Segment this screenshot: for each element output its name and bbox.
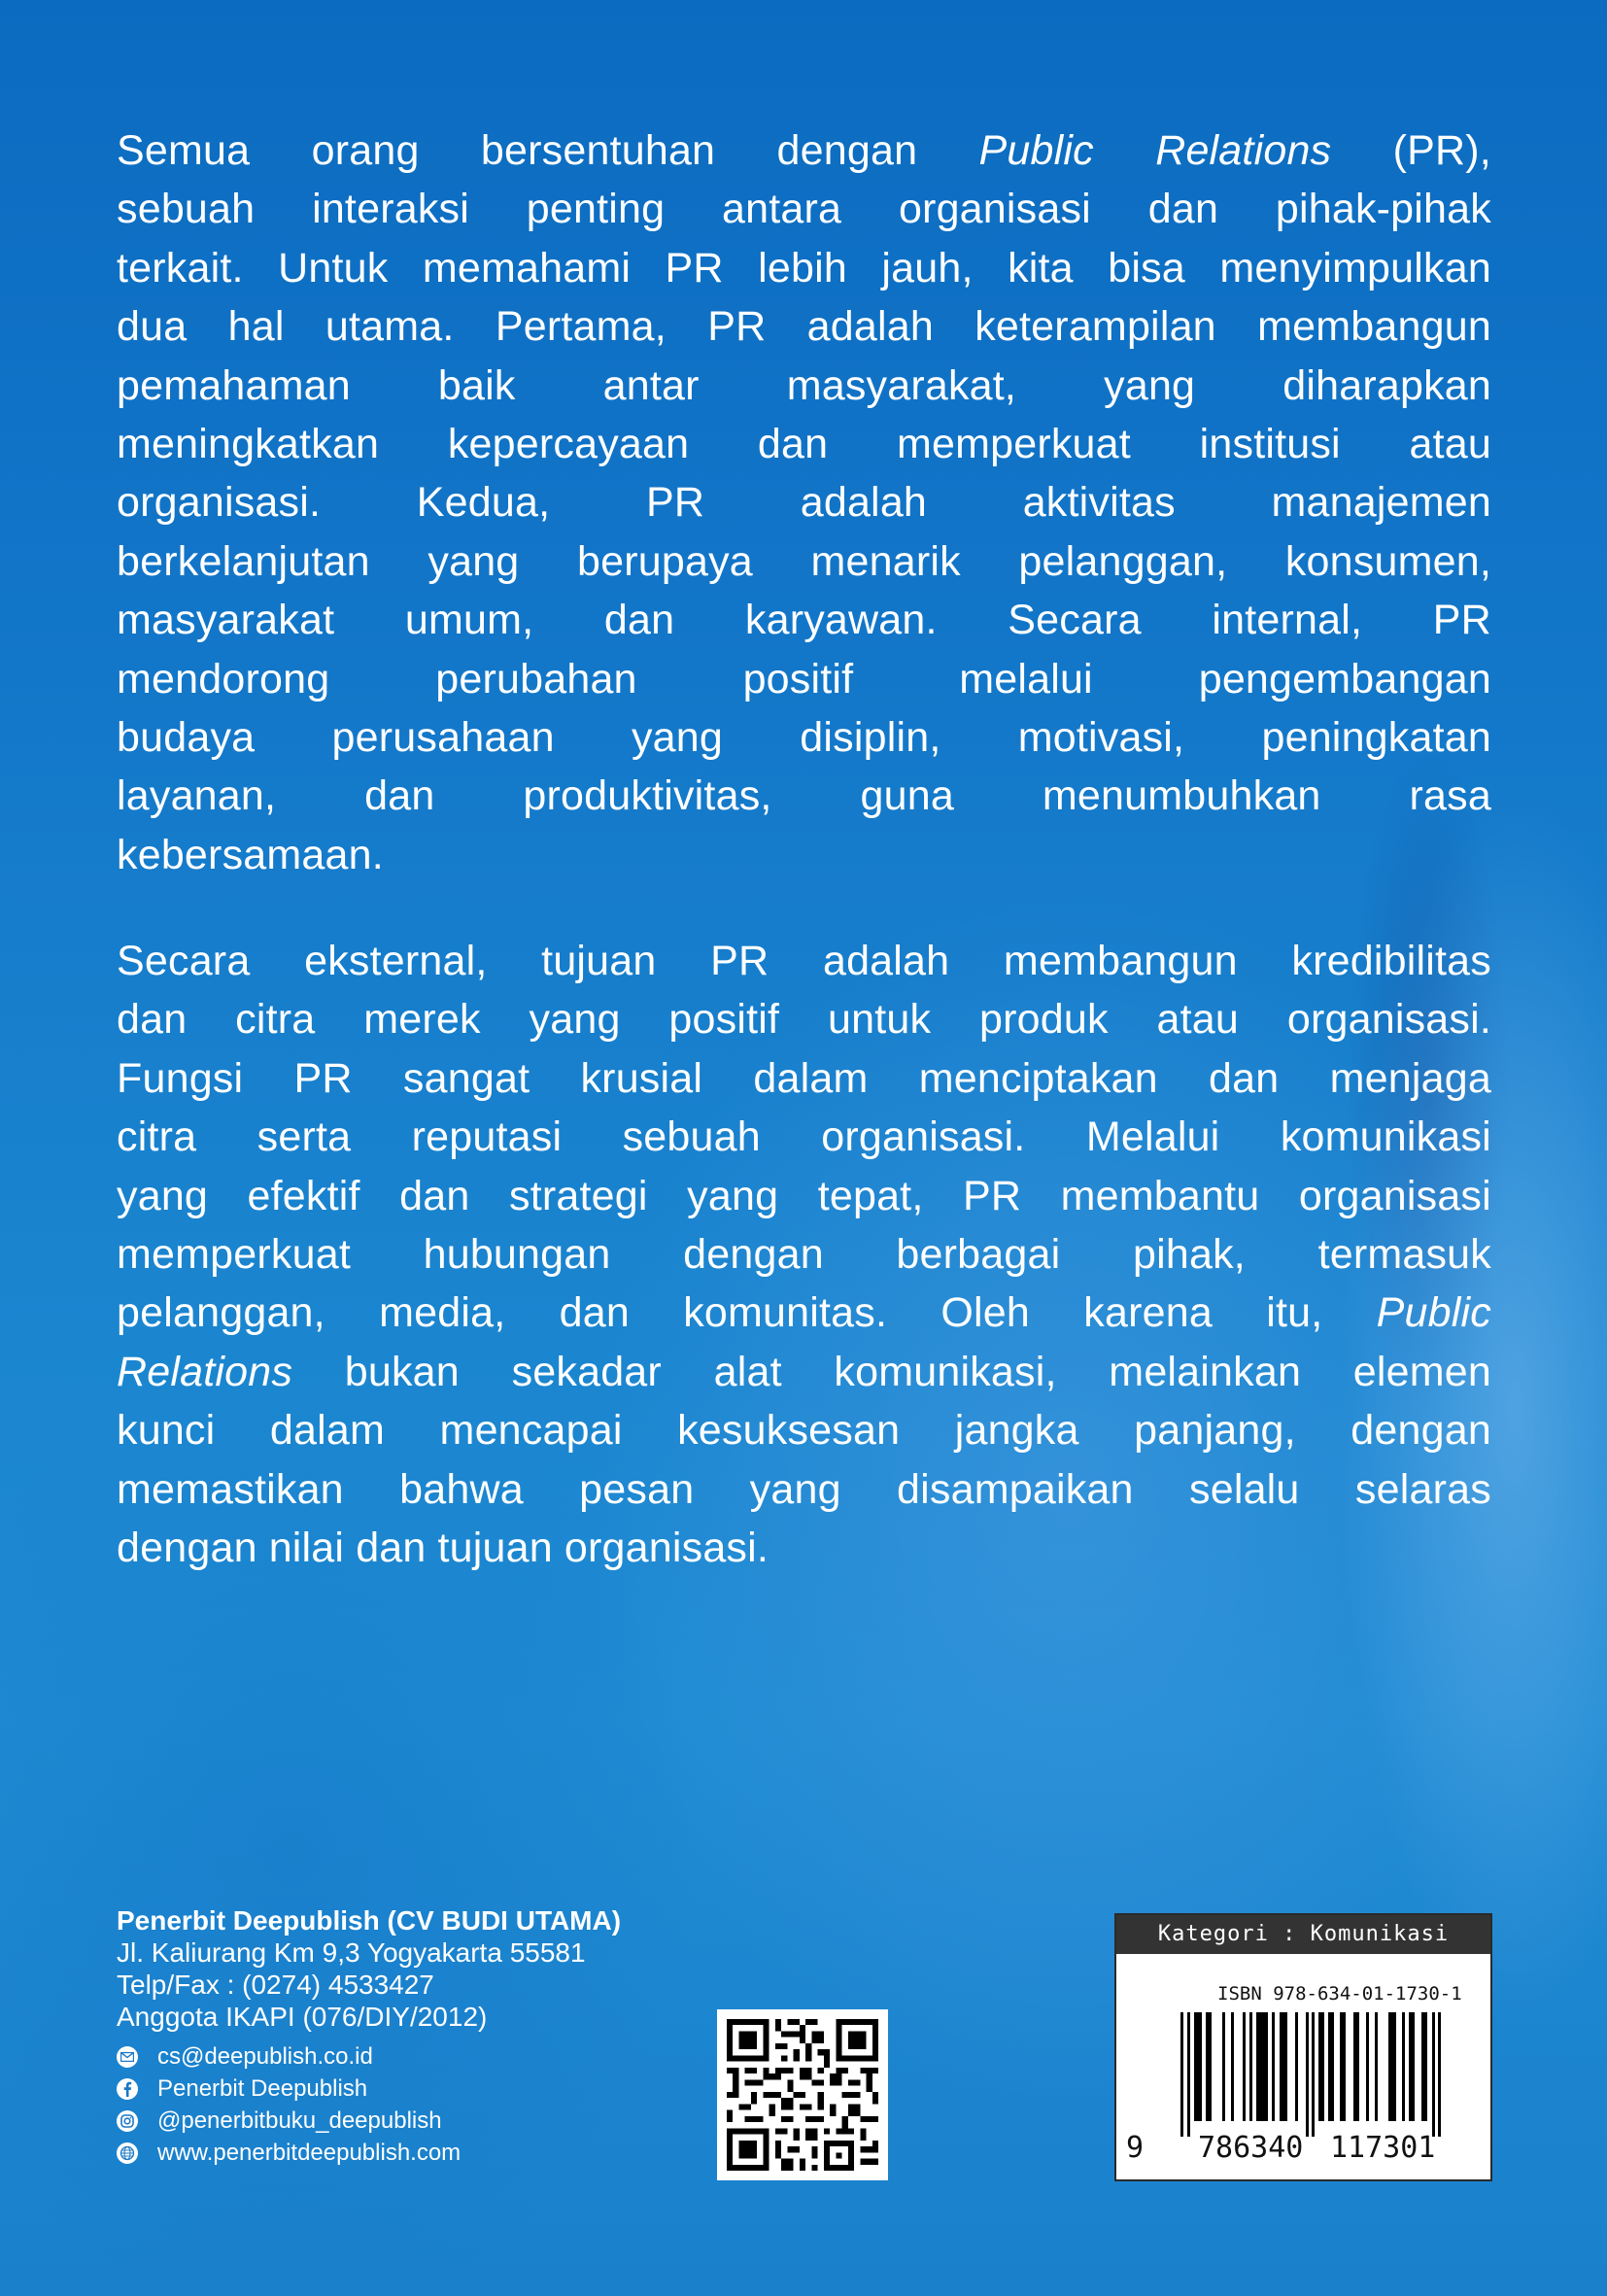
word: tepat, bbox=[817, 1172, 924, 1219]
word: yang bbox=[687, 1172, 779, 1219]
word: jauh, bbox=[881, 244, 974, 291]
word: itu, bbox=[1266, 1289, 1323, 1337]
word: Public bbox=[978, 127, 1094, 174]
blurb-paragraph-1 bbox=[117, 121, 1491, 884]
word: meningkatkan bbox=[117, 420, 380, 467]
word: aktivitas bbox=[1022, 479, 1176, 527]
contact-instagram-text[interactable]: @penerbitbuku_deepublish bbox=[157, 2107, 442, 2134]
word: efektif bbox=[247, 1172, 360, 1219]
word: yang bbox=[749, 1465, 841, 1513]
word: media, bbox=[379, 1289, 506, 1337]
category-label: Kategori : Komunikasi bbox=[1116, 1915, 1490, 1954]
word: pihak, bbox=[1133, 1230, 1246, 1278]
word: menyimpulkan bbox=[1219, 244, 1491, 291]
word: diharapkan bbox=[1282, 361, 1491, 409]
word: dalam bbox=[753, 1054, 869, 1102]
word: masyarakat bbox=[117, 597, 335, 644]
facebook-icon bbox=[117, 2078, 138, 2100]
word: alat bbox=[713, 1348, 782, 1395]
word: kesuksesan bbox=[677, 1407, 901, 1455]
word: PR bbox=[645, 479, 705, 527]
word: membangun bbox=[1257, 303, 1491, 351]
word: nilai bbox=[268, 1524, 345, 1571]
word: guna bbox=[860, 772, 954, 820]
word: kebersamaan. bbox=[117, 831, 384, 878]
word: komunikasi, bbox=[834, 1348, 1057, 1395]
word: Fungsi bbox=[117, 1054, 244, 1102]
word: pengembangan bbox=[1198, 655, 1491, 703]
word: karyawan. bbox=[744, 597, 938, 644]
text-line bbox=[117, 767, 1491, 825]
word: Melalui bbox=[1085, 1114, 1220, 1161]
word: disiplin, bbox=[800, 713, 941, 761]
publisher-info bbox=[117, 1904, 621, 2169]
word: menarik bbox=[810, 537, 961, 585]
text-line bbox=[117, 121, 1491, 180]
word: masyarakat, bbox=[786, 361, 1017, 409]
word: dan bbox=[399, 1172, 470, 1219]
word: antar bbox=[602, 361, 700, 409]
word: interaksi bbox=[312, 186, 469, 233]
word: komunikasi bbox=[1280, 1114, 1491, 1161]
barcode-digits-left: 786340 bbox=[1198, 2131, 1304, 2165]
word: PR bbox=[665, 244, 724, 291]
word: internal, bbox=[1212, 597, 1363, 644]
text-line bbox=[117, 650, 1491, 708]
word: produktivitas, bbox=[523, 772, 772, 820]
word: perusahaan bbox=[331, 713, 555, 761]
word: dan bbox=[559, 1289, 630, 1337]
word: pelanggan, bbox=[117, 1289, 325, 1337]
contact-website-text[interactable]: www.penerbitdeepublish.com bbox=[157, 2139, 462, 2166]
contact-facebook-text[interactable]: Penerbit Deepublish bbox=[157, 2074, 368, 2102]
word: keterampilan bbox=[974, 303, 1216, 351]
word: perubahan bbox=[435, 655, 637, 703]
word: pemahaman bbox=[117, 361, 351, 409]
word: panjang, bbox=[1134, 1407, 1296, 1455]
word: citra bbox=[117, 1114, 197, 1161]
contact-facebook[interactable] bbox=[117, 2073, 621, 2105]
word: sangat bbox=[402, 1054, 530, 1102]
word: kita bbox=[1008, 244, 1074, 291]
word: dan bbox=[117, 996, 188, 1044]
word: organisasi. bbox=[1286, 996, 1491, 1044]
word: untuk bbox=[827, 996, 932, 1044]
word: PR bbox=[707, 303, 767, 351]
word: Semua bbox=[117, 127, 251, 174]
word: dan bbox=[1209, 1054, 1280, 1102]
contact-list bbox=[117, 2040, 621, 2169]
word: menciptakan bbox=[918, 1054, 1158, 1102]
word: adalah bbox=[800, 479, 928, 527]
word: sekadar bbox=[511, 1348, 662, 1395]
word: (PR), bbox=[1392, 127, 1491, 174]
text-line bbox=[117, 1225, 1491, 1284]
word: PR bbox=[1432, 597, 1491, 644]
isbn-text: ISBN 978-634-01-1730-1 bbox=[1217, 1983, 1462, 2005]
word: sebuah bbox=[117, 186, 256, 233]
word: komunitas. bbox=[683, 1289, 888, 1337]
word: adalah bbox=[822, 938, 950, 984]
word: membantu bbox=[1060, 1172, 1260, 1219]
word: selalu bbox=[1189, 1465, 1300, 1513]
text-line bbox=[117, 1167, 1491, 1225]
word: lebih bbox=[758, 244, 847, 291]
word: dan bbox=[364, 772, 435, 820]
word: produk bbox=[979, 996, 1109, 1044]
email-icon bbox=[117, 2046, 138, 2068]
word: baik bbox=[437, 361, 516, 409]
globe-icon bbox=[117, 2142, 138, 2164]
word: pesan bbox=[579, 1465, 695, 1513]
word: dua bbox=[117, 303, 188, 351]
barcode-digits-right: 117301 bbox=[1330, 2131, 1436, 2165]
word: elemen bbox=[1352, 1348, 1491, 1395]
word: motivasi, bbox=[1017, 713, 1185, 761]
word: kredibilitas bbox=[1291, 938, 1491, 984]
word: PR bbox=[962, 1172, 1022, 1219]
word: Secara bbox=[117, 938, 251, 984]
text-line bbox=[117, 239, 1491, 297]
word: melainkan bbox=[1109, 1348, 1302, 1395]
word: dengan bbox=[683, 1230, 824, 1278]
word: menumbuhkan bbox=[1042, 772, 1321, 820]
word: mencapai bbox=[439, 1407, 623, 1455]
word: dan bbox=[757, 420, 829, 467]
word: institusi bbox=[1199, 420, 1341, 467]
word: karena bbox=[1083, 1289, 1213, 1337]
qr-code-pattern bbox=[727, 2019, 878, 2171]
text-line bbox=[117, 180, 1491, 238]
word: pihak-pihak bbox=[1275, 186, 1491, 233]
word: kepercayaan bbox=[447, 420, 690, 467]
word: dengan bbox=[117, 1524, 257, 1571]
text-line bbox=[117, 473, 1491, 531]
text-line bbox=[117, 532, 1491, 591]
word: Oleh bbox=[940, 1289, 1031, 1337]
isbn-barcode-box bbox=[1114, 1913, 1492, 2181]
word: jangka bbox=[954, 1407, 1079, 1455]
word: hubungan bbox=[423, 1230, 611, 1278]
word: positif bbox=[668, 996, 780, 1044]
word: PR bbox=[293, 1054, 353, 1102]
publisher-name: Penerbit Deepublish (CV BUDI UTAMA) bbox=[117, 1905, 622, 1936]
word: memastikan bbox=[117, 1465, 344, 1513]
word: yang bbox=[117, 1172, 209, 1219]
word: positif bbox=[742, 655, 854, 703]
word: merek bbox=[363, 996, 481, 1044]
word: citra bbox=[235, 996, 316, 1044]
publisher-phone: Telp/Fax : (0274) 4533427 bbox=[117, 1970, 434, 2000]
text-line bbox=[117, 1284, 1491, 1342]
publisher-membership: Anggota IKAPI (076/DIY/2012) bbox=[117, 2002, 488, 2032]
word: dan bbox=[603, 597, 675, 644]
word: bersentuhan bbox=[480, 127, 716, 174]
word: melalui bbox=[959, 655, 1093, 703]
word: dalam bbox=[269, 1407, 386, 1455]
word: bukan bbox=[344, 1348, 460, 1395]
text-line bbox=[117, 1401, 1491, 1459]
word: budaya bbox=[117, 713, 256, 761]
word: Relations bbox=[117, 1348, 293, 1395]
text-line bbox=[117, 591, 1491, 649]
word: Pertama, bbox=[495, 303, 667, 351]
contact-email-text[interactable]: cs@deepublish.co.id bbox=[157, 2042, 373, 2070]
word: konsumen, bbox=[1284, 537, 1491, 585]
barcode-digit-first: 9 bbox=[1126, 2131, 1145, 2165]
word: adalah bbox=[806, 303, 934, 351]
word: peningkatan bbox=[1261, 713, 1491, 761]
word: penting bbox=[526, 186, 666, 233]
qr-code[interactable] bbox=[717, 2009, 888, 2180]
word: Kedua, bbox=[416, 479, 551, 527]
word: antara bbox=[722, 186, 842, 233]
text-line bbox=[117, 1049, 1491, 1108]
word: dan bbox=[1147, 186, 1219, 233]
text-line bbox=[117, 826, 1491, 884]
contact-instagram[interactable] bbox=[117, 2105, 621, 2137]
word: tujuan bbox=[437, 1524, 553, 1571]
word: yang bbox=[631, 713, 723, 761]
word: termasuk bbox=[1317, 1230, 1491, 1278]
word: utama. bbox=[325, 303, 455, 351]
text-line bbox=[117, 1460, 1491, 1519]
word: disampaikan bbox=[897, 1465, 1134, 1513]
word: Public bbox=[1376, 1289, 1491, 1337]
word: orang bbox=[311, 127, 420, 174]
word: sebuah bbox=[622, 1114, 761, 1161]
text-line bbox=[117, 415, 1491, 473]
word: menjaga bbox=[1329, 1054, 1491, 1102]
word: membangun bbox=[1003, 938, 1238, 984]
word: berbagai bbox=[896, 1230, 1061, 1278]
word: organisasi. bbox=[821, 1114, 1026, 1161]
word: PR bbox=[710, 938, 769, 984]
word: berupaya bbox=[577, 537, 753, 585]
word: memperkuat bbox=[896, 420, 1131, 467]
publisher-address: Jl. Kaliurang Km 9,3 Yogyakarta 55581 bbox=[117, 1937, 586, 1968]
word: tujuan bbox=[541, 938, 657, 984]
text-line bbox=[117, 297, 1491, 356]
text-line bbox=[117, 932, 1491, 990]
word: reputasi bbox=[411, 1114, 563, 1161]
word: selaras bbox=[1354, 1465, 1491, 1513]
word: yang bbox=[529, 996, 621, 1044]
word: hal bbox=[227, 303, 285, 351]
text-line bbox=[117, 1343, 1491, 1401]
word: organisasi. bbox=[564, 1524, 769, 1571]
word: eksternal, bbox=[304, 938, 488, 984]
word: Secara bbox=[1008, 597, 1142, 644]
word: layanan, bbox=[117, 772, 277, 820]
word: Relations bbox=[1155, 127, 1332, 174]
word: manajemen bbox=[1271, 479, 1491, 527]
word: berkelanjutan bbox=[117, 537, 370, 585]
word: kunci bbox=[117, 1407, 216, 1455]
word: Untuk bbox=[278, 244, 389, 291]
text-line bbox=[117, 357, 1491, 415]
word: organisasi. bbox=[117, 479, 322, 527]
word: dengan bbox=[1351, 1407, 1491, 1455]
word: yang bbox=[1104, 361, 1196, 409]
word: bahwa bbox=[399, 1465, 524, 1513]
word: pelanggan, bbox=[1018, 537, 1228, 585]
text-line bbox=[117, 1108, 1491, 1166]
word: strategi bbox=[509, 1172, 648, 1219]
text-line bbox=[117, 708, 1491, 767]
blurb-paragraph-2 bbox=[117, 932, 1491, 1577]
word: bisa bbox=[1108, 244, 1185, 291]
barcode-image bbox=[1116, 2012, 1494, 2148]
word: atau bbox=[1409, 420, 1491, 467]
text-line bbox=[117, 1519, 1491, 1577]
word: memperkuat bbox=[117, 1230, 351, 1278]
word: organisasi bbox=[898, 186, 1091, 233]
word: yang bbox=[427, 537, 520, 585]
instagram-icon bbox=[117, 2110, 138, 2132]
word: rasa bbox=[1409, 772, 1491, 820]
word: dan bbox=[356, 1524, 427, 1571]
text-line bbox=[117, 990, 1491, 1048]
word: organisasi bbox=[1298, 1172, 1491, 1219]
word: memahami bbox=[422, 244, 632, 291]
word: terkait. bbox=[117, 244, 244, 291]
word: serta bbox=[256, 1114, 352, 1161]
word: dengan bbox=[776, 127, 918, 174]
word: mendorong bbox=[117, 655, 330, 703]
contact-email[interactable] bbox=[117, 2040, 621, 2073]
word: atau bbox=[1156, 996, 1240, 1044]
contact-website[interactable] bbox=[117, 2137, 621, 2169]
word: umum, bbox=[404, 597, 534, 644]
word: krusial bbox=[580, 1054, 703, 1102]
